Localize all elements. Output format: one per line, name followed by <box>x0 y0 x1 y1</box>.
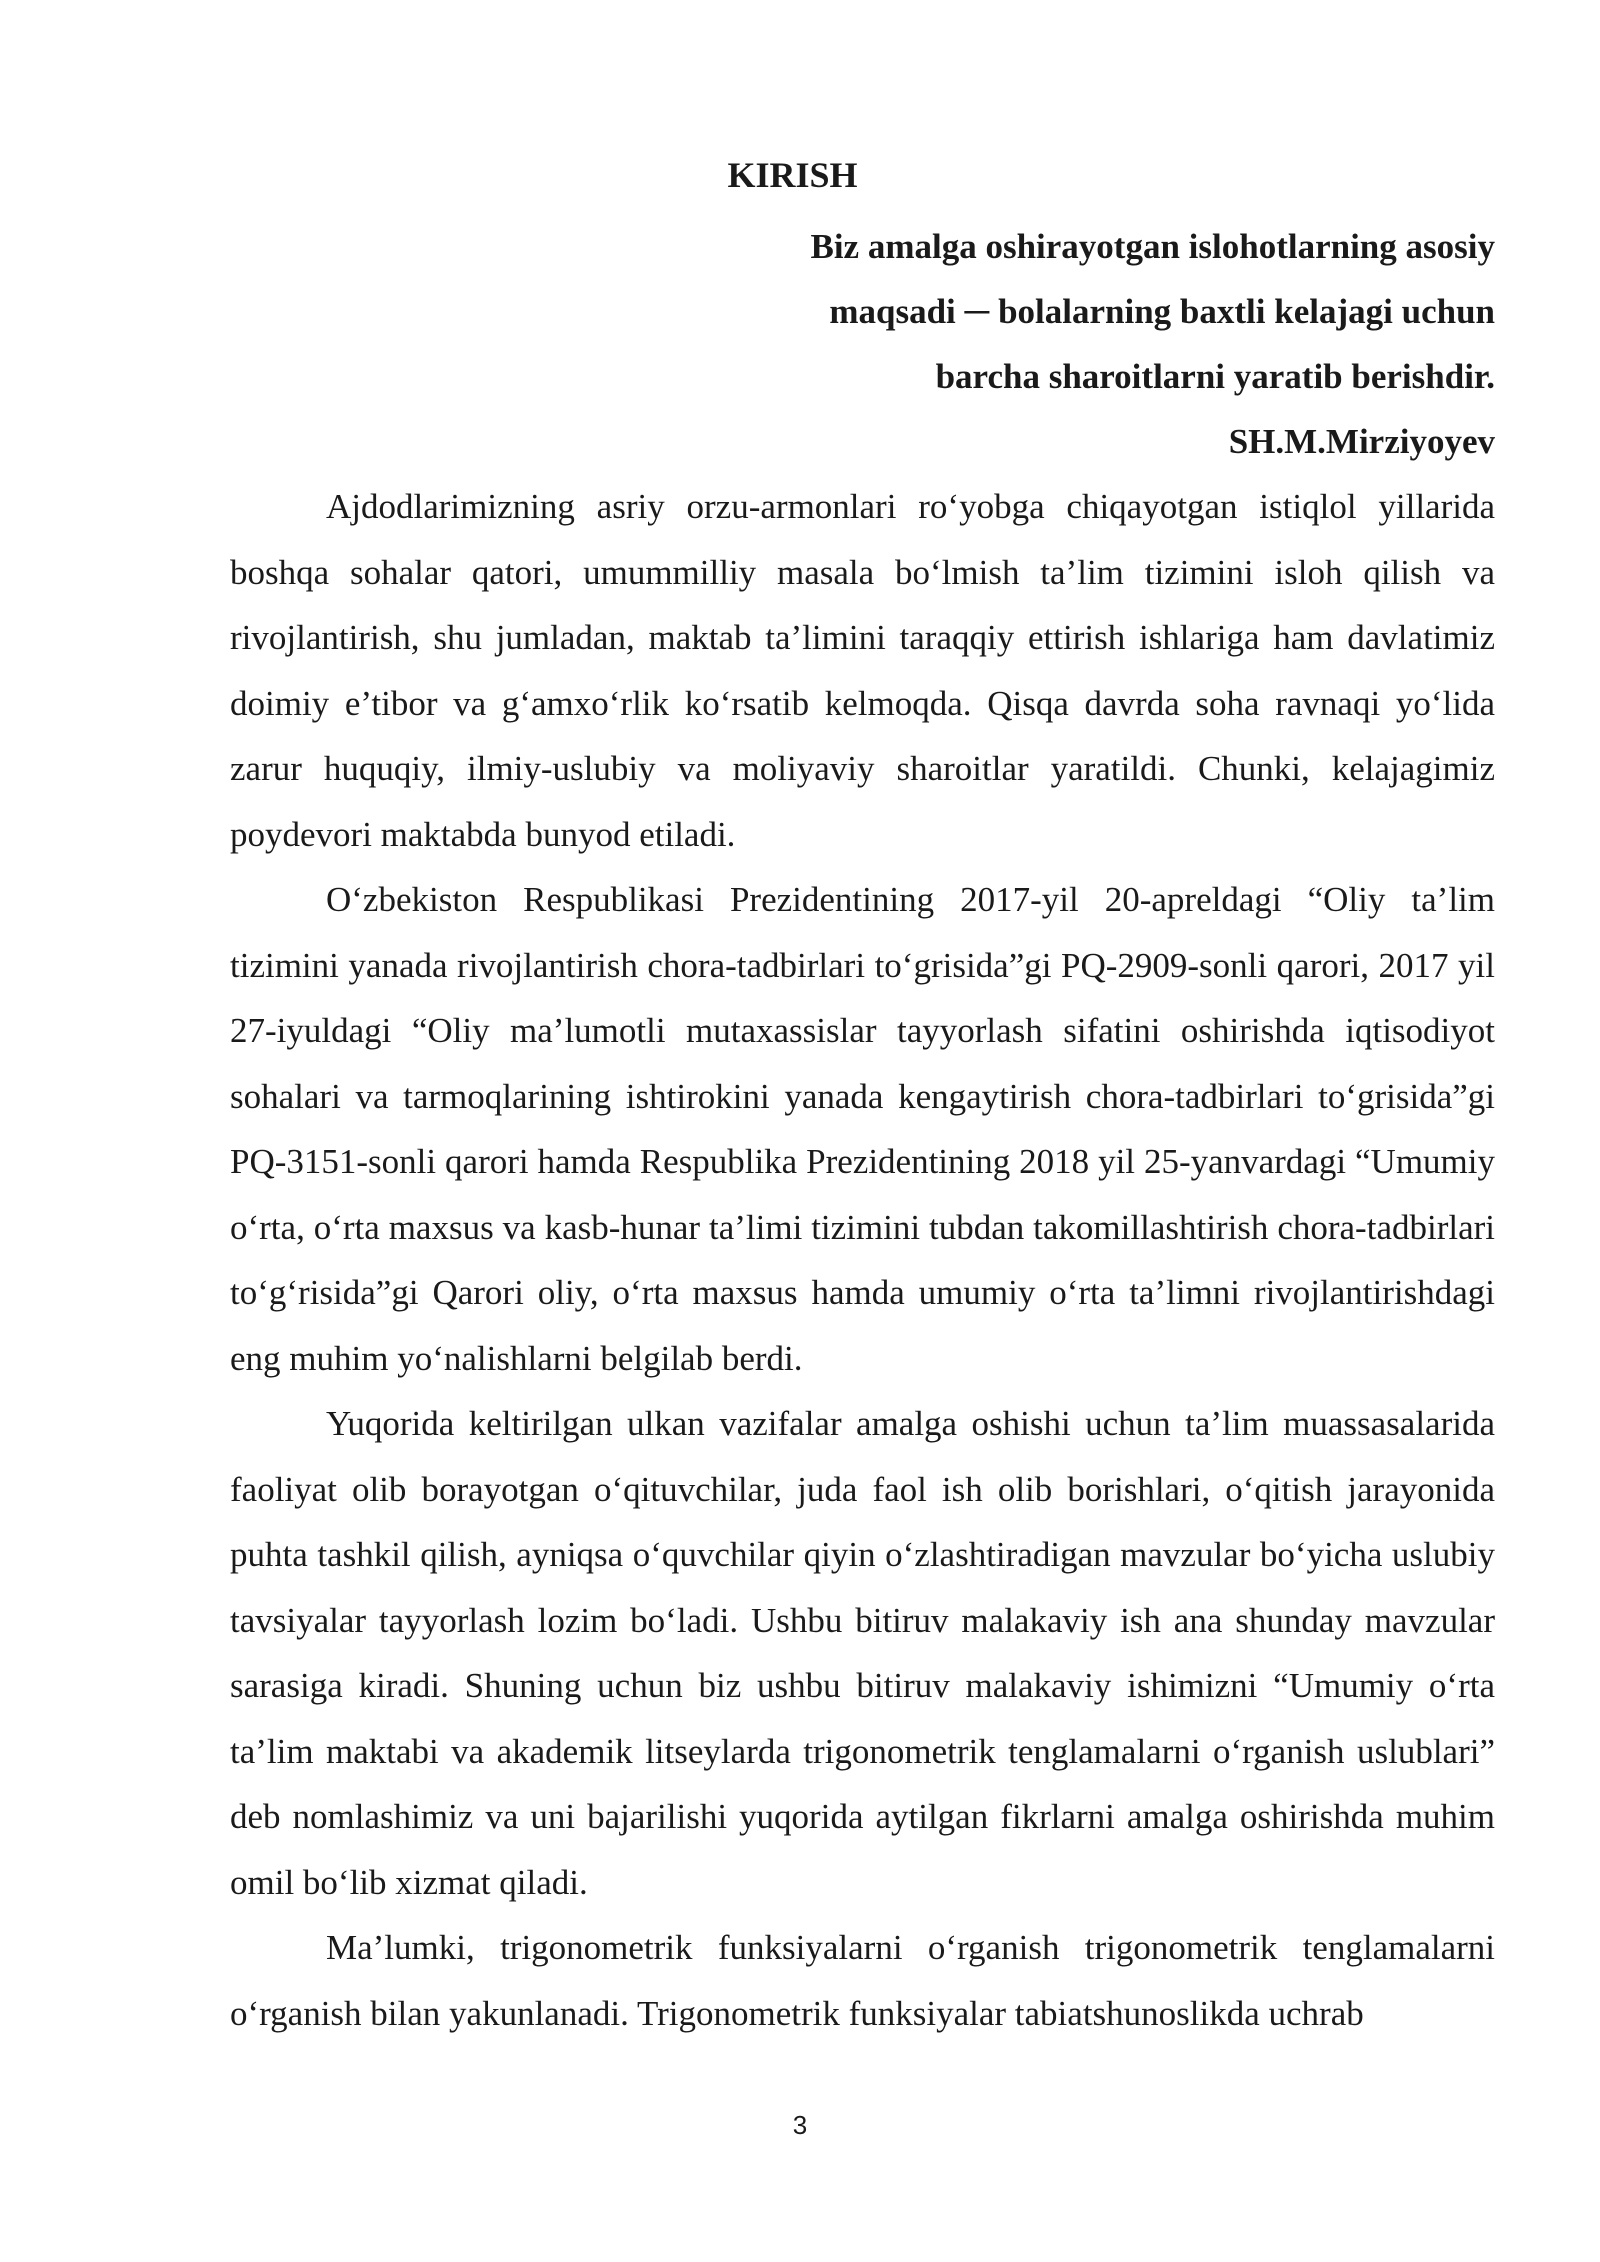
epigraph <box>230 214 1495 474</box>
page-number: 3 <box>792 2110 808 2140</box>
epigraph-line: Biz amalga oshirayotgan islohotlarning asosiy <box>810 227 1495 266</box>
epigraph-line: maqsadi ─ bolalarning baxtli kelajagi uchun <box>829 292 1495 331</box>
paragraph: O‘zbekiston Respublikasi Prezidentining 2017-yil 20-apreldagi “Oliy ta’lim tizimini yanada rivojlantirish chora-tadbirlari to‘grisida”gi PQ-2909-sonli qarori, 2017 yil 27-iyuldagi “Oliy ma’lumotli mutaxassislar tayyorlash sifatini oshirishda iqtisodiyot sohalari va tarmoqlarining ishtirokini yanada kengaytirish chora-tadbirlari to‘grisida”gi PQ-3151-sonli qarori hamda Respublika Prezidentining 2018 yil 25-yanvardagi “Umumiy o‘rta, o‘rta maxsus va kasb-hunar ta’limi tizimini tubdan takomillashtirish chora-tadbirlari to‘g‘risida”gi Qarori oliy, o‘rta maxsus hamda umumiy o‘rta ta’limni rivojlantirishdagi eng muhim yo‘nalishlarni belgilab berdi. <box>230 880 1495 1378</box>
section-heading: KIRISH <box>727 155 858 195</box>
paragraph: Ajdodlarimizning asriy orzu-armonlari ro‘yobga chiqayotgan istiqlol yillarida boshqa sohalar qatori, umummilliy masala bo‘lmish ta’lim tizimini isloh qilish va rivojlantirish, shu jumladan, maktab ta’limini taraqqiy ettirish ishlariga ham davlatimiz doimiy e’tibor va g‘amxo‘rlik ko‘rsatib kelmoqda. Qisqa davrda soha ravnaqi yo‘lida zarur huquqiy, ilmiy-uslubiy va moliyaviy sharoitlar yaratildi. Chunki, kelajagimiz poydevori maktabda bunyod etiladi. <box>230 487 1495 854</box>
epigraph-author: SH.M.Mirziyoyev <box>1228 422 1495 461</box>
document-page <box>230 150 1495 2046</box>
paragraph: Ma’lumki, trigonometrik funksiyalarni o‘rganish trigonometrik tenglamalarni o‘rganish bilan yakunlanadi. Trigonometrik funksiyalar tabiatshunoslikda uchrab <box>230 1928 1495 2033</box>
paragraph: Yuqorida keltirilgan ulkan vazifalar amalga oshishi uchun ta’lim muassasalarida faoliyat olib borayotgan o‘qituvchilar, juda faol ish olib borishlari, o‘qitish jarayonida puhta tashkil qilish, ayniqsa o‘quvchilar qiyin o‘zlashtiradigan mavzular bo‘yicha uslubiy tavsiyalar tayyorlash lozim bo‘ladi. Ushbu bitiruv malakaviy ish ana shunday mavzular sarasiga kiradi. Shuning uchun biz ushbu bitiruv malakaviy ishimizni “Umumiy o‘rta ta’lim maktabi va akademik litseylarda trigonometrik tenglamalarni o‘rganish uslublari” deb nomlashimiz va uni bajarilishi yuqorida aytilgan fikrlarni amalga oshirishda muhim omil bo‘lib xizmat qiladi. <box>230 1404 1495 1902</box>
epigraph-line: barcha sharoitlarni yaratib berishdir. <box>935 357 1495 396</box>
